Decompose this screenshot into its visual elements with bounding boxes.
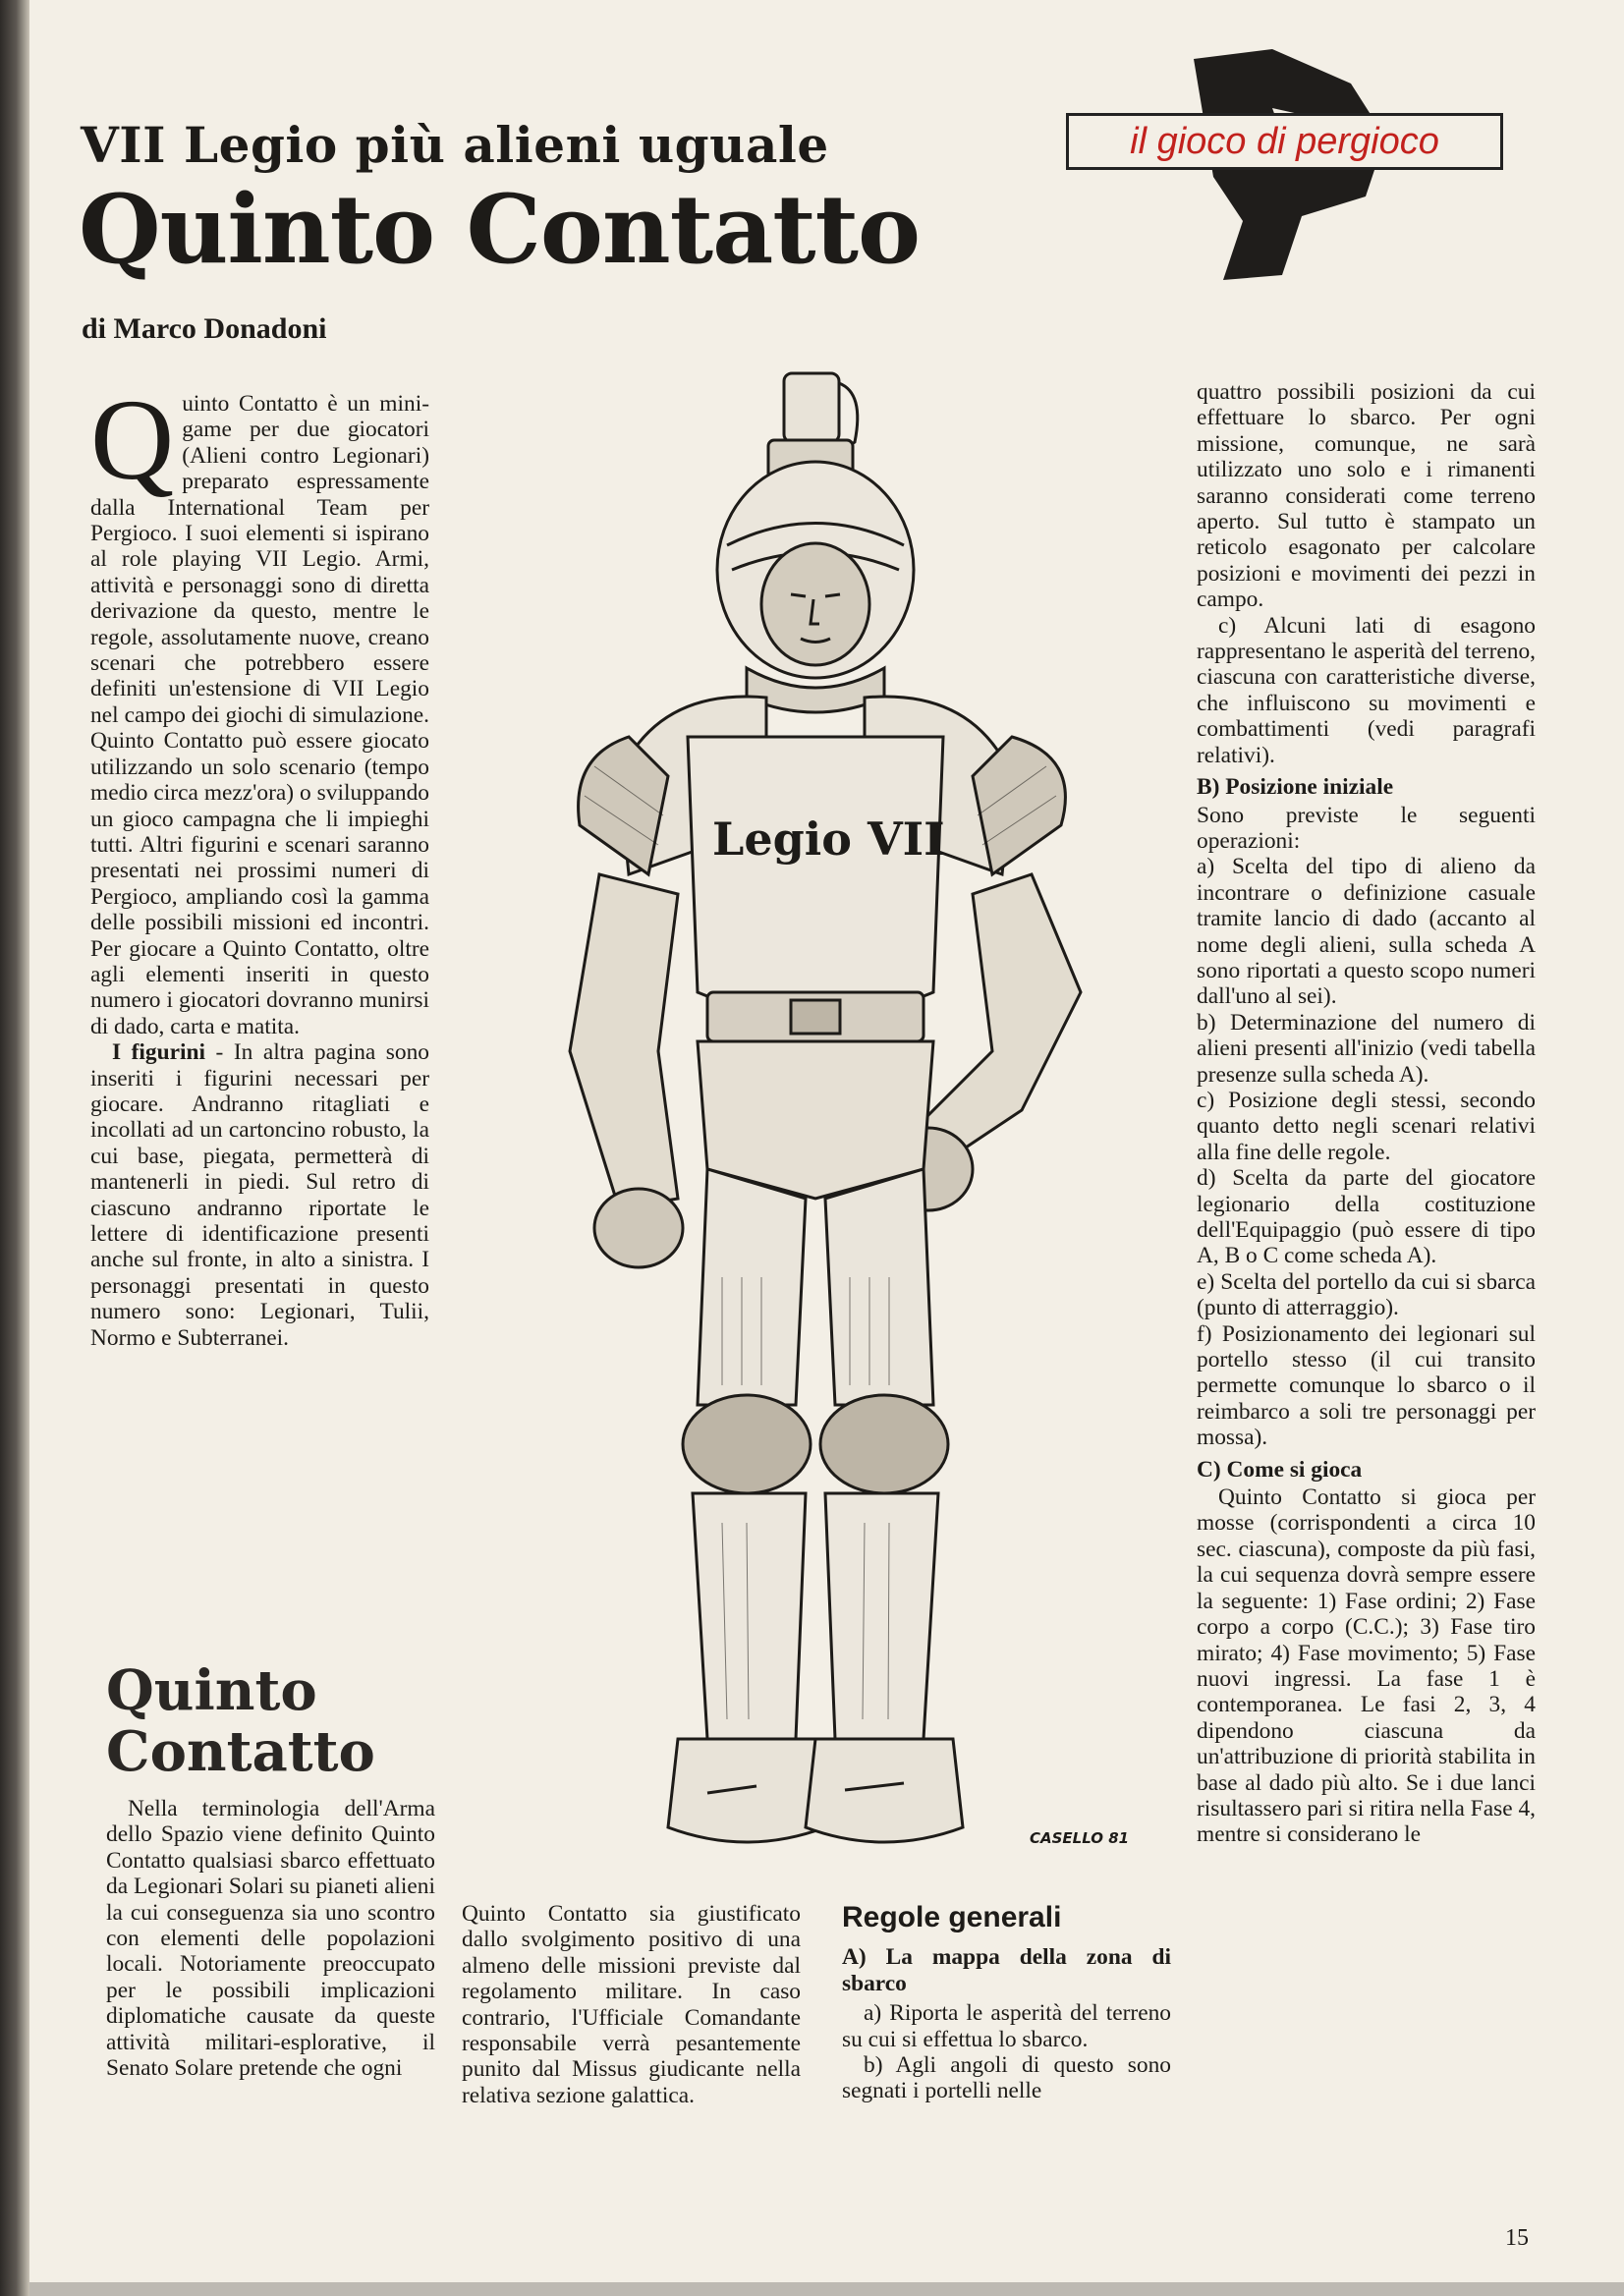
section-b-intro: Sono previste le seguenti operazioni:: [1197, 802, 1536, 854]
artist-signature: CASELLO 81: [1030, 1829, 1130, 1847]
binding-gutter: [0, 0, 29, 2296]
section-a-item-c: c) Alcuni lati di esagono rappresentano le asperità del terreno, ciascuna con caratteristiche diverse, che influiscono su movimenti e combattimenti (vedi paragrafi relativi).: [1197, 612, 1536, 768]
intro-text: uinto Contatto è un mini-game per due giocatori (Alieni contro Legionari) preparato espressamente dalla International Team per Pergioco. I suoi elementi si ispirano al role playing VII Legio. Armi, attività e personaggi sono di diretta derivazione da questo, mentre le regole, assolutamente nuove, creano scenari che potrebbero essere definiti un'estensione di VII Legio nel campo dei giochi di simulazione. Quinto Contatto può essere giocato utilizzando un solo scenario (tempo medio circa mezz'ora) o sviluppando un gioco campagna che li impieghi tutti. Altri figurini e scenari saranno presentati nei prossimi numeri di Pergioco, ampliando così la gamma delle possibili missioni ed incontri. Per giocare a Quinto Contatto, oltre agli elementi inseriti in questo numero i giocatori dovranno munirsi di dado, carta e matita.: [90, 391, 429, 1039]
section-b-item-c: c) Posizione degli stessi, secondo quanto detto negli scenari relativi alla fine delle regole.: [1197, 1087, 1536, 1165]
section-b-item-f: f) Posizionamento dei legionari sul portello stesso (il cui transito permette comunque lo sbarco o il reimbarco a soli tre personaggi per mossa).: [1197, 1320, 1536, 1451]
section-b-item-b: b) Determinazione del numero di alieni presenti all'inizio (vedi tabella presenze sulla scheda A).: [1197, 1009, 1536, 1088]
drop-cap: Q: [90, 375, 175, 504]
page-number: 15: [1505, 2225, 1529, 2251]
page-title: Quinto Contatto: [79, 174, 920, 285]
contatto-column: [106, 1796, 435, 2081]
byline: di Marco Donadoni: [82, 312, 327, 345]
section-a-item-b: b) Agli angoli di questo sono segnati i portelli nelle: [842, 2052, 1171, 2104]
subhead-line-1: Quinto: [106, 1658, 317, 1723]
section-b-item-e: e) Scelta del portello da cui si sbarca (punto di atterraggio).: [1197, 1268, 1536, 1321]
section-c-text: Quinto Contatto si gioca per mosse (corrispondenti a circa 10 sec. ciascuna), composte da più fasi, la cui sequenza dovrà sempre essere la seguente: 1) Fase ordini; 2) Fase corpo a corpo (C.C.); 3) Fase tiro mirato; 4) Fase movimento; 5) Fase nuovi ingressi. La fase 1 è contemporanea. Le fasi 2, 3, 4 dipendono ciascuna da un'attribuzione di priorità stabilita in base al dado più alto. Se i due lanci risultassero pari si ritira nella Fase 4, mentre si considerano le: [1197, 1484, 1536, 1848]
section-a-heading: A) La mappa della zona di sbarco: [842, 1944, 1171, 1996]
section-subhead: [106, 1660, 375, 1782]
regole-heading: Regole generali: [842, 1901, 1062, 1933]
subhead-line-2: Contatto: [106, 1719, 375, 1784]
figurini-paragraph: [90, 1039, 429, 1351]
page-bottom-shadow: [29, 2282, 1624, 2296]
figurini-text: - In altra pagina sono inseriti i figurini necessari per giocare. Andranno ritagliati e incollati ad un cartoncino robusto, la cui base, piegata, permetterà di mantenerli in piedi. Sul retro di ciascuno andranno riportate le lettere di identificazione presenti anche sul fronte, in alto a sinistra. I personaggi presentati in questo numero sono: Legionari, Tulii, Normo e Subterranei.: [90, 1039, 429, 1351]
intro-paragraph: [90, 375, 429, 1039]
legionary-illustration: [511, 364, 1140, 1896]
section-b-item-d: d) Scelta da parte del giocatore legionario della costituzione dell'Equipaggio (può essere di tipo A, B o C come scheda A).: [1197, 1165, 1536, 1269]
supertitle: VII Legio più alieni uguale: [81, 116, 829, 174]
figurini-label: I figurini: [112, 1039, 206, 1066]
section-b-item-a: a) Scelta del tipo di alieno da incontrare o definizione casuale tramite lancio di dado (accanto al nome degli alieni, sulla scheda A sono riportati a questo scopo numeri dall'uno al sei).: [1197, 854, 1536, 1010]
contatto-column-2: [462, 1901, 801, 2108]
contatto-paragraph-2: Quinto Contatto sia giustificato dallo svolgimento positivo di una almeno delle missioni previste dal regolamento militare. In caso contrario, l'Ufficiale Comandante responsabile verrà pesantemente punito dal Missus giudicante nella relativa sezione galattica.: [462, 1901, 801, 2108]
intro-column: [90, 375, 429, 1351]
section-c-heading: C) Come si gioca: [1197, 1456, 1363, 1483]
regole-column: [842, 1901, 1171, 2104]
section-tag: il gioco di pergioco: [1066, 113, 1503, 170]
section-a-item-a: a) Riporta le asperità del terreno su cui si effettua lo sbarco.: [842, 2000, 1171, 2052]
section-a-item-b-cont: quattro possibili posizioni da cui effettuare lo sbarco. Per ogni missione, comunque, ne sarà utilizzato uno solo e i rimanenti saranno considerati come terreno aperto. Sul tutto è stampato un reticolo esagonato per calcolare posizioni e movimenti dei pezzi in campo.: [1197, 379, 1536, 613]
contatto-paragraph-1: Nella terminologia dell'Arma dello Spazio viene definito Quinto Contatto qualsiasi sbarco effettuato da Legionari Solari su pianeti alieni la cui conseguenza sia uno scontro con elementi delle popolazioni locali. Notoriamente preoccupato per le possibili implicazioni diplomatiche causate da queste attività militari-esplorative, il Senato Solare pretende che ogni: [106, 1796, 435, 2082]
regole-column-right: [1197, 379, 1536, 1848]
section-b-heading: B) Posizione iniziale: [1197, 774, 1394, 801]
chest-logo-text: Legio VII: [712, 812, 945, 866]
